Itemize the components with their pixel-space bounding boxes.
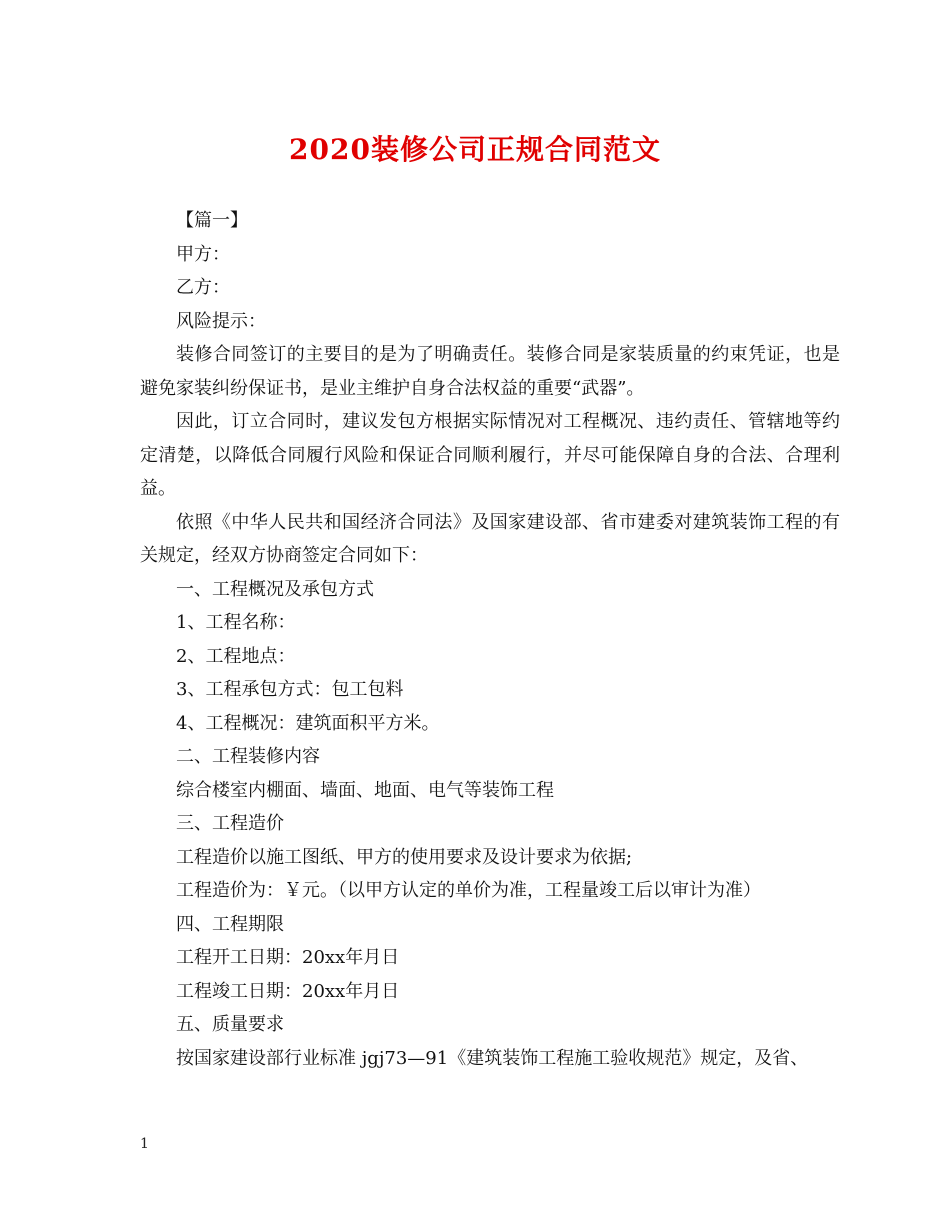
item-contract-method: 3、工程承包方式：包工包料 [176,679,404,700]
paragraph-advice: 因此，订立合同时，建议发包方根据实际情况对工程概况、违约责任、管辖地等约定清楚，以降低合同履行风险和保证合同顺利履行，并尽可能保障自身的合法、合理利益。 [140,411,840,499]
item-project-name: 1、工程名称： [176,612,296,633]
paragraph-content: 综合楼室内棚面、墙面、地面、电气等装饰工程 [176,779,554,801]
party-a-line: 甲方： [176,243,230,265]
section-heading-quality: 五、质量要求 [176,1014,284,1035]
document-body [140,204,840,1075]
risk-notice-heading: 风险提示： [176,310,266,332]
item-project-overview: 4、工程概况：建筑面积平方米。 [176,712,440,734]
item-project-location: 2、工程地点： [176,645,296,667]
section-heading-overview: 一、工程概况及承包方式 [176,578,374,600]
paragraph-cost-amount: 工程造价为：￥元。（以甲方认定的单价为准，工程量竣工后以审计为准） [176,880,761,901]
page-title: 2020装修公司正规合同范文 [289,133,661,166]
paragraph-cost-basis: 工程造价以施工图纸、甲方的使用要求及设计要求为依据; [176,846,633,868]
paragraph-basis: 依照《中华人民共和国经济合同法》及国家建设部、省市建委对建筑装饰工程的有关规定，经双方协商签定合同如下： [140,511,840,566]
section-heading-schedule: 四、工程期限 [176,913,284,935]
paragraph-purpose: 装修合同签订的主要目的是为了明确责任。装修合同是家装质量的约束凭证，也是避免家装纠纷保证书，是业主维护自身合法权益的重要“武器”。 [140,344,840,399]
section-heading-content: 二、工程装修内容 [176,746,320,767]
paragraph-quality-standard: 按国家建设部行业标准 jgj73—91《建筑装饰工程施工验收规范》规定，及省、 [176,1047,809,1069]
party-b-line: 乙方： [176,277,230,298]
section-heading-cost: 三、工程造价 [176,813,284,834]
paragraph-start-date: 工程开工日期：20xx年月日 [176,947,400,968]
section-heading-part-one: 【篇一】 [176,210,248,231]
paragraph-end-date: 工程竣工日期：20xx年月日 [176,980,400,1002]
page-number: 1 [140,1136,149,1152]
